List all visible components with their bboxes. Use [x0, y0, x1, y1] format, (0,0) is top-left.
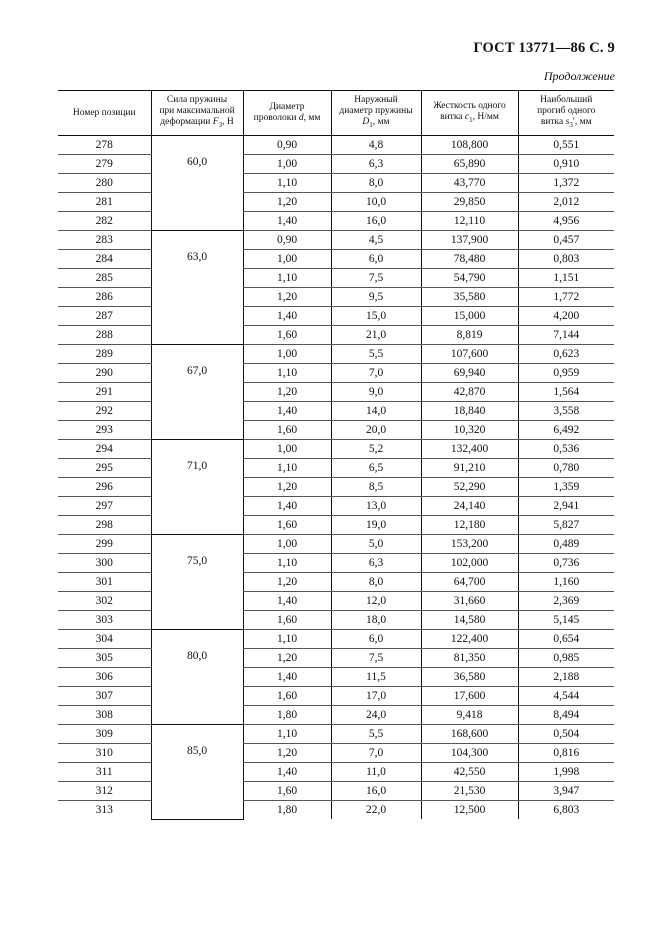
stiffness-cell: 65,890: [421, 155, 518, 174]
deflection-cell: 6,492: [518, 421, 614, 440]
wire-diameter-cell: 1,10: [243, 364, 331, 383]
outer-diameter-cell: 4,8: [331, 136, 421, 155]
stiffness-cell: 42,870: [421, 383, 518, 402]
table-row: [58, 383, 614, 402]
stiffness-cell: 12,500: [421, 801, 518, 820]
stiffness-cell: 31,660: [421, 592, 518, 611]
outer-diameter-cell: 19,0: [331, 516, 421, 535]
deflection-cell: 8,494: [518, 706, 614, 725]
wire-diameter-cell: 1,40: [243, 497, 331, 516]
wire-diameter-cell: 1,40: [243, 668, 331, 687]
stiffness-cell: 168,600: [421, 725, 518, 744]
wire-diameter-cell: 1,10: [243, 554, 331, 573]
stiffness-cell: 42,550: [421, 763, 518, 782]
table-row: [58, 345, 614, 364]
position-cell: 295: [58, 459, 151, 478]
position-cell: 284: [58, 250, 151, 269]
outer-diameter-cell: 18,0: [331, 611, 421, 630]
table-row: [58, 535, 614, 554]
wire-diameter-cell: 1,10: [243, 269, 331, 288]
outer-diameter-cell: 6,3: [331, 554, 421, 573]
stiffness-cell: 107,600: [421, 345, 518, 364]
outer-diameter-cell: 5,5: [331, 725, 421, 744]
stiffness-cell: 24,140: [421, 497, 518, 516]
position-cell: 288: [58, 326, 151, 345]
stiffness-cell: 12,110: [421, 212, 518, 231]
stiffness-cell: 9,418: [421, 706, 518, 725]
col-header-max-deflection: Наибольший прогиб одного витка $s_3'$, мм: [518, 91, 614, 136]
position-cell: 302: [58, 592, 151, 611]
outer-diameter-cell: 6,3: [331, 155, 421, 174]
stiffness-cell: 54,790: [421, 269, 518, 288]
deflection-cell: 1,151: [518, 269, 614, 288]
position-cell: 289: [58, 345, 151, 364]
position-cell: 301: [58, 573, 151, 592]
deflection-cell: 0,816: [518, 744, 614, 763]
force-cell: 60,0: [151, 136, 243, 231]
position-cell: 313: [95, 804, 113, 816]
stiffness-cell: 52,290: [421, 478, 518, 497]
deflection-cell: 2,188: [518, 668, 614, 687]
table-row: [58, 136, 614, 155]
deflection-cell: 1,359: [518, 478, 614, 497]
outer-diameter-cell: 7,5: [331, 269, 421, 288]
position-cell: 292: [58, 402, 151, 421]
position-cell: 287: [58, 307, 151, 326]
stiffness-cell: 81,350: [421, 649, 518, 668]
table-row: [58, 269, 614, 288]
outer-diameter-cell: 8,0: [331, 174, 421, 193]
position-cell: 298: [58, 516, 151, 535]
table-row: [58, 478, 614, 497]
table-row: [58, 193, 614, 212]
deflection-cell: 0,504: [518, 725, 614, 744]
stiffness-cell: 14,580: [421, 611, 518, 630]
table-row: [58, 592, 614, 611]
deflection-cell: 0,780: [518, 459, 614, 478]
deflection-cell: 1,372: [518, 174, 614, 193]
outer-diameter-cell: 4,5: [331, 231, 421, 250]
outer-diameter-cell: 16,0: [331, 782, 421, 801]
deflection-cell: 0,959: [518, 364, 614, 383]
position-cell: 294: [58, 440, 151, 459]
force-cell: 71,0: [151, 440, 243, 535]
position-cell: 311: [58, 763, 151, 782]
wire-diameter-cell: 1,10: [243, 630, 331, 649]
deflection-cell: 0,736: [518, 554, 614, 573]
table-row: [58, 516, 614, 535]
stiffness-cell: 102,000: [421, 554, 518, 573]
wire-diameter-cell: 1,60: [243, 326, 331, 345]
wire-diameter-cell: 1,80: [243, 801, 331, 820]
wire-diameter-cell: 1,60: [243, 516, 331, 535]
outer-diameter-cell: 6,0: [331, 250, 421, 269]
force-cell: 85,0: [151, 725, 243, 820]
position-cell: 280: [58, 174, 151, 193]
outer-diameter-cell: 8,0: [331, 573, 421, 592]
outer-diameter-cell: 6,5: [331, 459, 421, 478]
position-cell: 279: [58, 155, 151, 174]
stiffness-cell: 69,940: [421, 364, 518, 383]
wire-diameter-cell: 1,20: [243, 288, 331, 307]
col-header-force: Сила пружины при максимальной деформации $F_3$, Н: [151, 91, 243, 136]
wire-diameter-cell: 1,20: [243, 744, 331, 763]
table-row: [58, 554, 614, 573]
table-row: [58, 250, 614, 269]
table-row: [58, 611, 614, 630]
deflection-cell: 5,145: [518, 611, 614, 630]
table-body: [58, 136, 614, 820]
table-row: [58, 573, 614, 592]
outer-diameter-cell: 22,0: [331, 801, 421, 820]
outer-diameter-cell: 7,0: [331, 744, 421, 763]
col-header-position: Номер позиции: [58, 91, 151, 136]
page-header: ГОСТ 13771—86 С. 9: [473, 40, 615, 56]
col-header-stiffness: Жесткость одного витка $c_1$, Н/мм: [421, 91, 518, 136]
stiffness-cell: 8,819: [421, 326, 518, 345]
wire-diameter-cell: 1,60: [243, 687, 331, 706]
stiffness-cell: 104,300: [421, 744, 518, 763]
table-row: [58, 288, 614, 307]
position-cell: 304: [58, 630, 151, 649]
table-row: [58, 630, 614, 649]
table-row: [58, 212, 614, 231]
force-cell: 75,0: [151, 535, 243, 630]
wire-diameter-cell: 1,00: [243, 535, 331, 554]
stiffness-cell: 78,480: [421, 250, 518, 269]
position-cell: 297: [58, 497, 151, 516]
force-cell: 80,0: [151, 630, 243, 725]
deflection-cell: 0,623: [518, 345, 614, 364]
position-cell: 308: [58, 706, 151, 725]
outer-diameter-cell: 9,0: [331, 383, 421, 402]
deflection-cell: 3,558: [518, 402, 614, 421]
outer-diameter-cell: 20,0: [331, 421, 421, 440]
stiffness-cell: 108,800: [421, 136, 518, 155]
outer-diameter-cell: 11,0: [331, 763, 421, 782]
wire-diameter-cell: 1,20: [243, 193, 331, 212]
stiffness-cell: 91,210: [421, 459, 518, 478]
position-cell: 300: [58, 554, 151, 573]
position-cell: 309: [58, 725, 151, 744]
table-row: [58, 326, 614, 345]
col-header-outer-diameter: Наружный диаметр пружины $D_1$, мм: [331, 91, 421, 136]
deflection-cell: 2,012: [518, 193, 614, 212]
outer-diameter-cell: 14,0: [331, 402, 421, 421]
wire-diameter-cell: 1,00: [243, 440, 331, 459]
deflection-cell: 0,536: [518, 440, 614, 459]
table-row: [58, 174, 614, 193]
position-cell: 303: [58, 611, 151, 630]
table-row: [58, 668, 614, 687]
position-cell: 312: [58, 782, 151, 801]
table-row: [58, 801, 614, 820]
spring-spec-table: [58, 90, 614, 820]
outer-diameter-cell: 12,0: [331, 592, 421, 611]
position-cell: 306: [58, 668, 151, 687]
stiffness-cell: 15,000: [421, 307, 518, 326]
table-row: [58, 744, 614, 763]
wire-diameter-cell: 1,20: [243, 649, 331, 668]
wire-diameter-cell: 1,40: [243, 307, 331, 326]
position-cell: 281: [58, 193, 151, 212]
stiffness-cell: 137,900: [421, 231, 518, 250]
wire-diameter-cell: 1,40: [243, 212, 331, 231]
deflection-cell: 1,564: [518, 383, 614, 402]
deflection-cell: 4,200: [518, 307, 614, 326]
stiffness-cell: 122,400: [421, 630, 518, 649]
wire-diameter-cell: 1,40: [243, 592, 331, 611]
stiffness-cell: 18,840: [421, 402, 518, 421]
force-cell: 67,0: [151, 345, 243, 440]
deflection-cell: 7,144: [518, 326, 614, 345]
wire-diameter-cell: 1,60: [243, 611, 331, 630]
deflection-cell: 3,947: [518, 782, 614, 801]
wire-diameter-cell: 1,00: [243, 155, 331, 174]
outer-diameter-cell: 5,0: [331, 535, 421, 554]
deflection-cell: 4,956: [518, 212, 614, 231]
wire-diameter-cell: 1,10: [243, 174, 331, 193]
outer-diameter-cell: 7,5: [331, 649, 421, 668]
wire-diameter-cell: 1,20: [243, 478, 331, 497]
outer-diameter-cell: 7,0: [331, 364, 421, 383]
stiffness-cell: 21,530: [421, 782, 518, 801]
outer-diameter-cell: 11,5: [331, 668, 421, 687]
outer-diameter-cell: 17,0: [331, 687, 421, 706]
wire-diameter-cell: 1,10: [243, 725, 331, 744]
deflection-cell: 0,551: [518, 136, 614, 155]
position-cell: 293: [58, 421, 151, 440]
force-cell: 63,0: [151, 231, 243, 345]
deflection-cell: 5,827: [518, 516, 614, 535]
deflection-cell: 0,489: [518, 535, 614, 554]
position-cell: 296: [58, 478, 151, 497]
col-header-wire-diameter: Диаметр проволоки d, мм: [243, 91, 331, 136]
stiffness-cell: 10,320: [421, 421, 518, 440]
outer-diameter-cell: 24,0: [331, 706, 421, 725]
stiffness-cell: 12,180: [421, 516, 518, 535]
table-row: [58, 782, 614, 801]
wire-diameter-cell: 1,40: [243, 763, 331, 782]
wire-diameter-cell: 0,90: [243, 231, 331, 250]
table-row: [58, 725, 614, 744]
wire-diameter-cell: 1,60: [243, 782, 331, 801]
stiffness-cell: 36,580: [421, 668, 518, 687]
table-row: [58, 364, 614, 383]
stiffness-cell: 43,770: [421, 174, 518, 193]
table-row: [58, 155, 614, 174]
outer-diameter-cell: 16,0: [331, 212, 421, 231]
position-cell: 299: [58, 535, 151, 554]
wire-diameter-cell: 1,00: [243, 345, 331, 364]
outer-diameter-cell: 13,0: [331, 497, 421, 516]
position-cell: 307: [58, 687, 151, 706]
outer-diameter-cell: 8,5: [331, 478, 421, 497]
table-row: [58, 763, 614, 782]
stiffness-cell: 35,580: [421, 288, 518, 307]
stiffness-cell: 153,200: [421, 535, 518, 554]
deflection-cell: 2,941: [518, 497, 614, 516]
table-row: [58, 440, 614, 459]
outer-diameter-cell: 6,0: [331, 630, 421, 649]
table-row: [58, 402, 614, 421]
outer-diameter-cell: 21,0: [331, 326, 421, 345]
wire-diameter-cell: 1,20: [243, 573, 331, 592]
outer-diameter-cell: 5,5: [331, 345, 421, 364]
position-cell: 286: [58, 288, 151, 307]
position-cell: 310: [58, 744, 151, 763]
outer-diameter-cell: 10,0: [331, 193, 421, 212]
outer-diameter-cell: 9,5: [331, 288, 421, 307]
deflection-cell: 1,998: [518, 763, 614, 782]
deflection-cell: 1,772: [518, 288, 614, 307]
deflection-cell: 6,803: [518, 801, 614, 820]
table-header-row: [58, 91, 614, 136]
position-cell: 305: [58, 649, 151, 668]
position-cell: 283: [58, 231, 151, 250]
stiffness-cell: 29,850: [421, 193, 518, 212]
table-row: [58, 231, 614, 250]
wire-diameter-cell: 1,60: [243, 421, 331, 440]
wire-diameter-cell: 1,20: [243, 383, 331, 402]
outer-diameter-cell: 15,0: [331, 307, 421, 326]
deflection-cell: 0,803: [518, 250, 614, 269]
table-row: [58, 497, 614, 516]
wire-diameter-cell: 1,00: [243, 250, 331, 269]
deflection-cell: 0,654: [518, 630, 614, 649]
continuation-label: Продолжение: [543, 69, 615, 83]
wire-diameter-cell: 1,10: [243, 459, 331, 478]
wire-diameter-cell: 1,40: [243, 402, 331, 421]
stiffness-cell: 132,400: [421, 440, 518, 459]
table-row: [58, 307, 614, 326]
deflection-cell: 0,457: [518, 231, 614, 250]
position-cell: 285: [58, 269, 151, 288]
position-cell: 291: [58, 383, 151, 402]
table-row: [58, 649, 614, 668]
stiffness-cell: 17,600: [421, 687, 518, 706]
deflection-cell: 0,985: [518, 649, 614, 668]
table-row: [58, 459, 614, 478]
table-row: [58, 687, 614, 706]
deflection-cell: 1,160: [518, 573, 614, 592]
deflection-cell: 4,544: [518, 687, 614, 706]
outer-diameter-cell: 5,2: [331, 440, 421, 459]
position-cell: 278: [58, 136, 151, 155]
table-row: [58, 421, 614, 440]
wire-diameter-cell: 0,90: [243, 136, 331, 155]
position-cell: 282: [58, 212, 151, 231]
deflection-cell: 2,369: [518, 592, 614, 611]
stiffness-cell: 64,700: [421, 573, 518, 592]
position-cell: 290: [58, 364, 151, 383]
table-row: [58, 706, 614, 725]
wire-diameter-cell: 1,80: [243, 706, 331, 725]
deflection-cell: 0,910: [518, 155, 614, 174]
